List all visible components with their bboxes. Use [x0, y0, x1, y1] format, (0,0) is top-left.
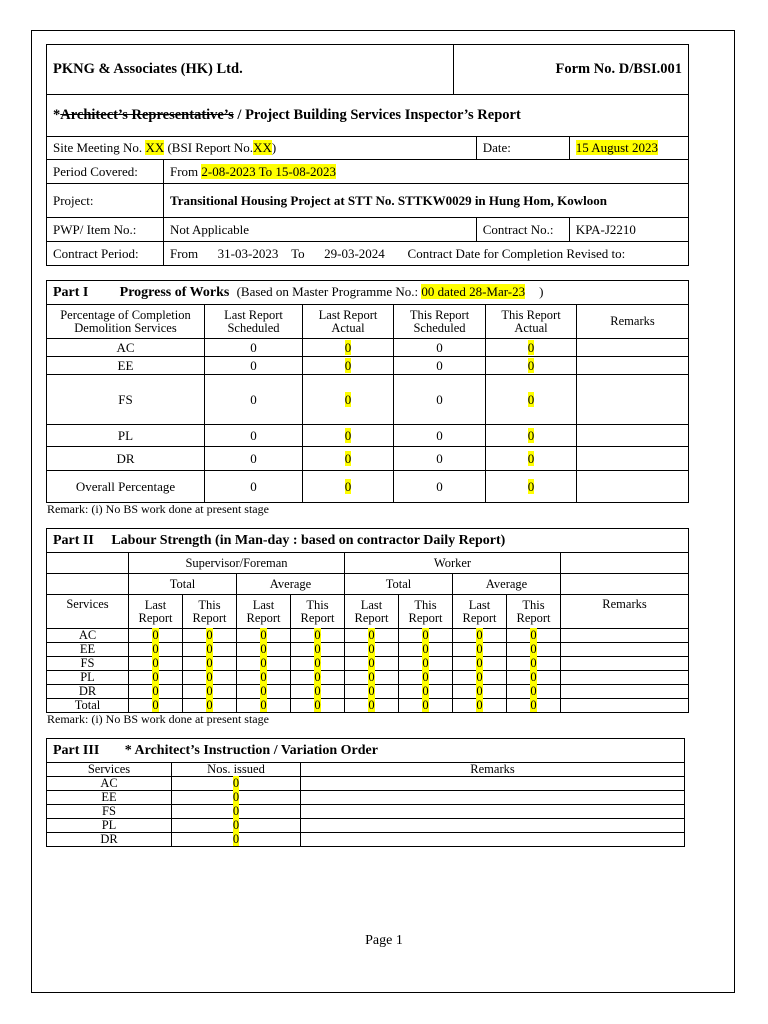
p2-value: 0 — [422, 656, 429, 670]
p1-remarks — [577, 471, 689, 503]
p2-value: 0 — [476, 642, 483, 656]
p2-value: 0 — [206, 628, 213, 642]
p2-report: Report — [246, 610, 281, 625]
p2-value: 0 — [422, 698, 429, 712]
p2-col-this — [399, 595, 453, 629]
p1-col-service-a: Percentage of Completion — [60, 307, 191, 322]
p2-value-cell — [507, 699, 561, 713]
p2-value: 0 — [152, 656, 159, 670]
p2-value: 0 — [476, 628, 483, 642]
p2-value: 0 — [206, 642, 213, 656]
p2-report: Report — [462, 610, 497, 625]
p2-wrk-average: Average — [453, 574, 561, 595]
p2-value: 0 — [422, 642, 429, 656]
p2-value-cell — [237, 629, 291, 643]
header-table — [46, 44, 689, 137]
p1-last-actual-val: 0 — [344, 391, 352, 407]
p2-value: 0 — [314, 670, 321, 684]
p2-value: 0 — [260, 670, 267, 684]
p3-row — [47, 805, 685, 819]
p2-last: Last — [252, 597, 275, 612]
project-value: Transitional Housing Project at STT No. STTKW0029 in Hung Hom, Kowloon — [164, 184, 689, 218]
p2-value: 0 — [206, 670, 213, 684]
p2-value-cell — [183, 699, 237, 713]
site-meeting-label: Site Meeting No. — [53, 140, 146, 155]
p1-row — [47, 471, 689, 503]
period-label: Period Covered: — [47, 160, 164, 184]
p1-this-actual-val: 0 — [527, 357, 535, 373]
p2-value-cell — [237, 671, 291, 685]
p2-value: 0 — [476, 684, 483, 698]
p3-remarks — [301, 777, 685, 791]
part1-table — [46, 280, 689, 503]
p1-col-this-actual — [486, 305, 577, 339]
p2-value: 0 — [152, 642, 159, 656]
p3-nos-cell — [172, 805, 301, 819]
p3-remarks — [301, 805, 685, 819]
contract-no-value: KPA-J2210 — [569, 218, 688, 242]
page-number: Page 1 — [365, 933, 403, 948]
p1-this-sched: 0 — [394, 357, 486, 375]
p2-remarks — [561, 685, 689, 699]
p2-value-cell — [453, 657, 507, 671]
p1-this-actual — [486, 357, 577, 375]
p2-value: 0 — [152, 628, 159, 642]
bsi-close-paren: ) — [271, 140, 277, 155]
p3-nos-cell — [172, 777, 301, 791]
p2-value-cell — [399, 657, 453, 671]
p1-remarks — [577, 339, 689, 357]
p2-value: 0 — [422, 670, 429, 684]
p2-value-cell — [399, 699, 453, 713]
p1-service: AC — [47, 339, 205, 357]
part1-heading — [47, 281, 689, 305]
p3-col-services: Services — [47, 763, 172, 777]
p1-row — [47, 425, 689, 447]
p2-value-cell — [183, 685, 237, 699]
date-label: Date: — [476, 137, 569, 160]
p2-row — [47, 671, 689, 685]
p2-value: 0 — [314, 628, 321, 642]
p1-service: EE — [47, 357, 205, 375]
p1-service: FS — [47, 375, 205, 425]
report-title — [47, 95, 689, 137]
p1-this-actual-val: 0 — [527, 427, 535, 443]
p3-col-nos: Nos. issued — [172, 763, 301, 777]
bsi-report-label: (BSI Report No. — [164, 140, 254, 155]
p2-remarks — [561, 671, 689, 685]
p1-this-sched: 0 — [394, 447, 486, 471]
p1-remarks — [577, 357, 689, 375]
part2-label: Part II — [53, 533, 94, 548]
p2-value-cell — [291, 643, 345, 657]
p2-value-cell — [291, 699, 345, 713]
programme-no: 00 dated 28-Mar-23 — [421, 284, 526, 299]
p2-value: 0 — [260, 656, 267, 670]
p1-col-this-actual-a: This Report — [501, 307, 561, 322]
p1-this-sched: 0 — [394, 375, 486, 425]
p2-value: 0 — [314, 684, 321, 698]
part3-heading — [47, 739, 685, 763]
p1-this-actual-val: 0 — [527, 339, 535, 355]
p2-value-cell — [507, 685, 561, 699]
part3-title: * Architect’s Instruction / Variation Order — [124, 743, 378, 758]
p2-blank — [47, 553, 129, 574]
p2-value-cell — [237, 699, 291, 713]
p2-value-cell — [129, 671, 183, 685]
p2-value: 0 — [530, 628, 537, 642]
p1-last-actual — [303, 339, 394, 357]
p2-service: DR — [47, 685, 129, 699]
p2-value: 0 — [260, 684, 267, 698]
p1-this-actual-val: 0 — [527, 391, 535, 407]
p1-last-actual-val: 0 — [344, 450, 352, 466]
p2-value-cell — [399, 643, 453, 657]
p2-worker: Worker — [345, 553, 561, 574]
p2-report: Report — [138, 610, 173, 625]
p2-remarks — [561, 699, 689, 713]
p2-value: 0 — [260, 642, 267, 656]
p2-last: Last — [360, 597, 383, 612]
p1-last-sched: 0 — [205, 425, 303, 447]
p2-value-cell — [507, 671, 561, 685]
p2-value-cell — [291, 685, 345, 699]
p1-col-service-b: Demolition Services — [74, 320, 177, 335]
date-value: 15 August 2023 — [575, 140, 659, 155]
p2-last: Last — [468, 597, 491, 612]
part2-table — [46, 528, 689, 713]
p1-col-last-sched-b: Scheduled — [227, 320, 280, 335]
part2-title: Labour Strength (in Man-day : based on contractor Daily Report) — [111, 533, 506, 548]
site-meeting-no: XX — [145, 140, 165, 155]
p2-this: This — [522, 597, 545, 612]
p2-value-cell — [291, 671, 345, 685]
p3-nos-cell — [172, 819, 301, 833]
p1-row — [47, 357, 689, 375]
p2-service: EE — [47, 643, 129, 657]
bsi-report-no: XX — [253, 140, 272, 155]
p3-service: AC — [47, 777, 172, 791]
p2-value: 0 — [476, 656, 483, 670]
p2-value-cell — [399, 685, 453, 699]
p1-col-service — [47, 305, 205, 339]
p2-value: 0 — [530, 698, 537, 712]
p2-remarks — [561, 629, 689, 643]
p2-value-cell — [237, 657, 291, 671]
p2-supervisor: Supervisor/Foreman — [129, 553, 345, 574]
p2-sup-average: Average — [237, 574, 345, 595]
p2-value-cell — [183, 643, 237, 657]
p2-value: 0 — [368, 628, 375, 642]
p1-last-actual — [303, 425, 394, 447]
p2-row — [47, 629, 689, 643]
p2-value-cell — [345, 671, 399, 685]
p3-service: FS — [47, 805, 172, 819]
p2-value: 0 — [368, 698, 375, 712]
part3-table — [46, 738, 685, 847]
p1-row — [47, 375, 689, 425]
p1-last-sched: 0 — [205, 357, 303, 375]
p3-service: EE — [47, 791, 172, 805]
period-value: 2-08-2023 To 15-08-2023 — [201, 163, 337, 179]
title-prefix: * — [53, 107, 61, 123]
p2-value-cell — [345, 629, 399, 643]
p2-value-cell — [129, 629, 183, 643]
p1-last-actual-val: 0 — [344, 357, 352, 373]
company-name: PKNG & Associates (HK) Ltd. — [47, 45, 454, 95]
p1-last-actual-val: 0 — [344, 339, 352, 355]
p1-row — [47, 339, 689, 357]
part1-note-post: ) — [539, 284, 544, 299]
p2-col-last — [129, 595, 183, 629]
p1-last-actual — [303, 447, 394, 471]
p2-report: Report — [192, 610, 227, 625]
date-cell — [569, 137, 688, 160]
p2-report: Report — [516, 610, 551, 625]
p1-last-sched: 0 — [205, 375, 303, 425]
p2-value: 0 — [530, 684, 537, 698]
p2-report: Report — [354, 610, 389, 625]
p2-value: 0 — [368, 656, 375, 670]
p2-value-cell — [453, 699, 507, 713]
p1-this-actual — [486, 375, 577, 425]
p2-value-cell — [453, 685, 507, 699]
p2-value-cell — [453, 671, 507, 685]
p1-last-actual-val: 0 — [344, 427, 352, 443]
p3-remarks — [301, 833, 685, 847]
p1-col-last-actual — [303, 305, 394, 339]
p1-last-actual-val: 0 — [344, 478, 352, 494]
p2-value: 0 — [530, 642, 537, 656]
p1-col-last-sched-a: Last Report — [224, 307, 283, 322]
p2-value: 0 — [530, 670, 537, 684]
site-meeting — [47, 137, 477, 160]
p2-service: AC — [47, 629, 129, 643]
p2-col-remarks: Remarks — [561, 595, 689, 629]
p2-value-cell — [507, 629, 561, 643]
p3-body — [47, 777, 685, 847]
p2-value: 0 — [314, 642, 321, 656]
p1-col-remarks: Remarks — [577, 305, 689, 339]
p1-col-last-sched — [205, 305, 303, 339]
p2-service: Total — [47, 699, 129, 713]
p1-this-actual-val: 0 — [527, 450, 535, 466]
p2-value-cell — [129, 699, 183, 713]
p1-this-actual-val: 0 — [527, 478, 535, 494]
p2-value: 0 — [152, 684, 159, 698]
p3-col-remarks: Remarks — [301, 763, 685, 777]
p2-value-cell — [345, 699, 399, 713]
title-rest: / Project Building Services Inspector’s Report — [233, 107, 521, 123]
p2-value-cell — [183, 657, 237, 671]
p2-remarks — [561, 643, 689, 657]
p1-service: DR — [47, 447, 205, 471]
p1-this-sched: 0 — [394, 425, 486, 447]
p2-value: 0 — [422, 684, 429, 698]
p2-row — [47, 685, 689, 699]
p1-last-actual — [303, 375, 394, 425]
form-number: Form No. D/BSI.001 — [454, 45, 689, 95]
part1-remark: Remark: (i) No BS work done at present stage — [47, 502, 269, 516]
p2-service: PL — [47, 671, 129, 685]
p2-value-cell — [507, 657, 561, 671]
p2-sup-total: Total — [129, 574, 237, 595]
p2-value-cell — [183, 671, 237, 685]
p2-value: 0 — [530, 656, 537, 670]
p2-value: 0 — [368, 670, 375, 684]
p2-value-cell — [345, 657, 399, 671]
p1-last-sched: 0 — [205, 447, 303, 471]
p2-row — [47, 643, 689, 657]
p2-blank-remarks — [561, 574, 689, 595]
p1-remarks — [577, 375, 689, 425]
p3-remarks — [301, 791, 685, 805]
p1-col-last-actual-a: Last Report — [318, 307, 378, 322]
p2-value: 0 — [206, 684, 213, 698]
p3-nos: 0 — [232, 818, 240, 832]
p1-last-sched: 0 — [205, 471, 303, 503]
p2-value: 0 — [314, 656, 321, 670]
p2-value: 0 — [368, 684, 375, 698]
p2-value-cell — [399, 671, 453, 685]
p1-this-actual — [486, 339, 577, 357]
p2-body — [47, 629, 689, 713]
part1-title: Progress of Works — [119, 285, 230, 300]
p1-col-this-sched — [394, 305, 486, 339]
p1-this-actual — [486, 447, 577, 471]
p2-this: This — [198, 597, 221, 612]
p2-value-cell — [237, 643, 291, 657]
p3-nos: 0 — [232, 776, 240, 790]
p3-row — [47, 819, 685, 833]
p3-service: DR — [47, 833, 172, 847]
p2-this: This — [306, 597, 329, 612]
p2-value-cell — [399, 629, 453, 643]
p2-wrk-total: Total — [345, 574, 453, 595]
p1-remarks — [577, 425, 689, 447]
p2-row — [47, 699, 689, 713]
p2-remarks — [561, 657, 689, 671]
p2-value-cell — [453, 643, 507, 657]
p2-col-this — [507, 595, 561, 629]
p2-value: 0 — [152, 670, 159, 684]
part2-heading — [47, 529, 689, 553]
p2-report: Report — [408, 610, 443, 625]
p2-col-last — [237, 595, 291, 629]
part1-label: Part I — [53, 285, 89, 300]
p2-value-cell — [237, 685, 291, 699]
p2-value-cell — [291, 629, 345, 643]
p3-row — [47, 791, 685, 805]
p1-this-actual — [486, 471, 577, 503]
p2-col-this — [183, 595, 237, 629]
p1-col-this-sched-b: Scheduled — [413, 320, 466, 335]
p3-nos-cell — [172, 833, 301, 847]
p2-value-cell — [129, 643, 183, 657]
p2-value: 0 — [260, 628, 267, 642]
p1-this-sched: 0 — [394, 471, 486, 503]
p3-nos: 0 — [232, 804, 240, 818]
p2-value: 0 — [314, 698, 321, 712]
p3-nos-cell — [172, 791, 301, 805]
p3-row — [47, 833, 685, 847]
p2-row — [47, 657, 689, 671]
p2-value-cell — [453, 629, 507, 643]
pwp-value: Not Applicable — [164, 218, 477, 242]
p2-value-cell — [345, 685, 399, 699]
p2-value: 0 — [206, 656, 213, 670]
p1-col-this-actual-b: Actual — [514, 320, 548, 335]
p1-last-actual — [303, 471, 394, 503]
p3-row — [47, 777, 685, 791]
p1-row — [47, 447, 689, 471]
p1-remarks — [577, 447, 689, 471]
p2-this: This — [414, 597, 437, 612]
info-table — [46, 136, 689, 266]
project-label: Project: — [47, 184, 164, 218]
part3-label: Part III — [53, 743, 100, 758]
pwp-label: PWP/ Item No.: — [47, 218, 164, 242]
period-from: From — [170, 163, 202, 179]
p1-last-sched: 0 — [205, 339, 303, 357]
p2-value: 0 — [206, 698, 213, 712]
p2-blank — [47, 574, 129, 595]
p1-service: Overall Percentage — [47, 471, 205, 503]
p2-report: Report — [300, 610, 335, 625]
p2-col-this — [291, 595, 345, 629]
contract-period-label: Contract Period: — [47, 242, 164, 266]
p2-value: 0 — [422, 628, 429, 642]
p2-value: 0 — [260, 698, 267, 712]
p2-value: 0 — [476, 698, 483, 712]
p3-nos: 0 — [232, 832, 240, 846]
p2-value-cell — [345, 643, 399, 657]
p2-value: 0 — [368, 642, 375, 656]
contract-no-label: Contract No.: — [476, 218, 569, 242]
p2-value-cell — [507, 643, 561, 657]
p1-last-actual — [303, 357, 394, 375]
p2-value-cell — [183, 629, 237, 643]
part1-note-pre: (Based on Master Programme No.: — [236, 284, 422, 299]
p1-service: PL — [47, 425, 205, 447]
p3-service: PL — [47, 819, 172, 833]
p1-col-last-actual-b: Actual — [331, 320, 365, 335]
title-struck: Architect’s Representative’s — [60, 107, 234, 123]
p2-value: 0 — [152, 698, 159, 712]
p2-col-services: Services — [47, 595, 129, 629]
p2-value-cell — [129, 657, 183, 671]
p2-value-cell — [291, 657, 345, 671]
p1-this-actual — [486, 425, 577, 447]
period-cell — [164, 160, 689, 184]
p2-service: FS — [47, 657, 129, 671]
p3-remarks — [301, 819, 685, 833]
p2-blank-remarks — [561, 553, 689, 574]
p2-value: 0 — [476, 670, 483, 684]
p2-col-last — [345, 595, 399, 629]
p1-col-this-sched-a: This Report — [409, 307, 470, 322]
p2-last: Last — [144, 597, 167, 612]
part2-remark: Remark: (i) No BS work done at present stage — [47, 712, 269, 726]
p2-value-cell — [129, 685, 183, 699]
p1-this-sched: 0 — [394, 339, 486, 357]
p2-col-last — [453, 595, 507, 629]
contract-period-value: From 31-03-2023 To 29-03-2024 Contract Date for Completion Revised to: — [164, 242, 689, 266]
p3-nos: 0 — [232, 790, 240, 804]
